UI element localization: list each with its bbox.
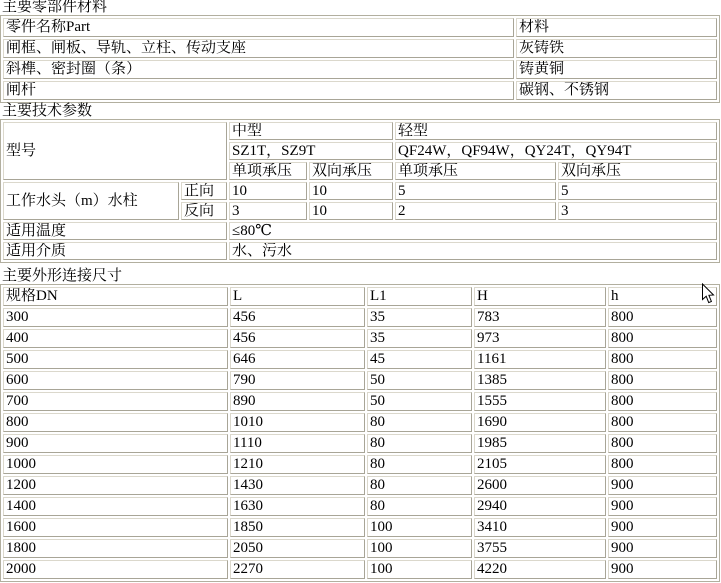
materials-table <box>0 15 720 103</box>
cell-medium-value: 水、污水 <box>229 242 717 260</box>
header-cell-material: 材料 <box>516 18 717 37</box>
cell-l1: 80 <box>367 455 472 474</box>
cell-dn: 2000 <box>3 560 228 579</box>
table-row <box>3 497 717 516</box>
cell-medium-models: SZ1T，SZ9T <box>229 142 393 160</box>
cell-light-type: 轻型 <box>395 122 717 140</box>
table-row <box>3 39 717 58</box>
cell-pressure-header: 双向承压 <box>558 162 717 180</box>
cell-pressure-header: 单项承压 <box>229 162 307 180</box>
cell-h: 783 <box>474 308 606 327</box>
cell-l: 2050 <box>230 539 365 558</box>
cell-h: 3410 <box>474 518 606 537</box>
table-row <box>3 350 717 369</box>
cell-pressure-header: 单项承压 <box>395 162 556 180</box>
cell-part: 斜榫、密封圈（条） <box>3 60 514 79</box>
cell-h: 1555 <box>474 392 606 411</box>
cell-value: 5 <box>395 182 556 200</box>
cell-value: 10 <box>309 182 393 200</box>
cell-dn: 1200 <box>3 476 228 495</box>
cell-pressure-header: 双向承压 <box>309 162 393 180</box>
cell-l1: 80 <box>367 434 472 453</box>
cell-h2: 800 <box>608 329 717 348</box>
cell-dn: 900 <box>3 434 228 453</box>
cell-h2: 900 <box>608 497 717 516</box>
cell-dn: 700 <box>3 392 228 411</box>
cell-h: 2105 <box>474 455 606 474</box>
cell-dn: 1600 <box>3 518 228 537</box>
table-row <box>3 455 717 474</box>
cell-l: 790 <box>230 371 365 390</box>
table-row <box>3 182 717 200</box>
cell-l1: 80 <box>367 476 472 495</box>
cell-h2: 800 <box>608 413 717 432</box>
cell-value: 5 <box>558 182 717 200</box>
cell-part: 闸杆 <box>3 81 514 100</box>
cell-material: 灰铸铁 <box>516 39 717 58</box>
cell-h: 2600 <box>474 476 606 495</box>
cell-l1: 100 <box>367 518 472 537</box>
cell-l1: 80 <box>367 497 472 516</box>
cell-h2: 800 <box>608 350 717 369</box>
cell-h: 1690 <box>474 413 606 432</box>
cell-dn: 600 <box>3 371 228 390</box>
header-cell-h-lower: h <box>608 287 717 306</box>
cell-part: 闸框、闸板、导轨、立柱、传动支座 <box>3 39 514 58</box>
table-row <box>3 560 717 579</box>
cell-l1: 80 <box>367 413 472 432</box>
table-row <box>3 413 717 432</box>
cell-l: 456 <box>230 329 365 348</box>
cell-l: 1850 <box>230 518 365 537</box>
dimensions-section-title: 主要外形连接尺寸 <box>2 268 123 284</box>
cell-h2: 900 <box>608 518 717 537</box>
cell-value: 2 <box>395 202 556 220</box>
cell-l: 1110 <box>230 434 365 453</box>
cell-l1: 100 <box>367 539 472 558</box>
tech-params-table <box>0 119 720 263</box>
cell-l: 646 <box>230 350 365 369</box>
table-row <box>3 329 717 348</box>
cell-dn: 1000 <box>3 455 228 474</box>
cell-dn: 800 <box>3 413 228 432</box>
cell-l1: 100 <box>367 560 472 579</box>
cell-h2: 800 <box>608 308 717 327</box>
cell-dn: 1400 <box>3 497 228 516</box>
header-cell-l1: L1 <box>367 287 472 306</box>
cell-dn: 300 <box>3 308 228 327</box>
table-row <box>3 539 717 558</box>
cell-h: 1985 <box>474 434 606 453</box>
table-row <box>3 518 717 537</box>
cell-material: 铸黄铜 <box>516 60 717 79</box>
header-cell-l: L <box>230 287 365 306</box>
cell-dn: 1800 <box>3 539 228 558</box>
table-row <box>3 392 717 411</box>
cell-head-label: 工作水头（m）水柱 <box>3 182 179 220</box>
cell-l: 1010 <box>230 413 365 432</box>
cell-l: 456 <box>230 308 365 327</box>
cell-direction: 反向 <box>181 202 227 220</box>
cell-l1: 50 <box>367 371 472 390</box>
cell-model-label: 型号 <box>3 122 227 180</box>
cell-l: 890 <box>230 392 365 411</box>
cell-h: 1385 <box>474 371 606 390</box>
cell-material: 碳钢、不锈钢 <box>516 81 717 100</box>
cell-l: 1430 <box>230 476 365 495</box>
header-cell-dn: 规格DN <box>3 287 228 306</box>
cell-h: 1161 <box>474 350 606 369</box>
table-row <box>3 222 717 240</box>
cell-h2: 900 <box>608 476 717 495</box>
cell-l: 1630 <box>230 497 365 516</box>
header-cell-part-name: 零件名称Part <box>3 18 514 37</box>
cell-value: 3 <box>229 202 307 220</box>
table-row <box>3 476 717 495</box>
cell-l: 2270 <box>230 560 365 579</box>
table-row <box>3 18 717 37</box>
header-cell-h-upper: H <box>474 287 606 306</box>
table-row <box>3 60 717 79</box>
cell-h2: 900 <box>608 560 717 579</box>
cell-light-models: QF24W，QF94W，QY24T，QY94T <box>395 142 717 160</box>
materials-section-title: 主要零部件材料 <box>2 0 108 15</box>
dimensions-table <box>0 284 720 582</box>
cell-h: 4220 <box>474 560 606 579</box>
table-row <box>3 308 717 327</box>
table-row <box>3 242 717 260</box>
cell-h: 3755 <box>474 539 606 558</box>
cell-l1: 50 <box>367 392 472 411</box>
table-row <box>3 122 717 140</box>
cell-l1: 35 <box>367 308 472 327</box>
cell-l1: 35 <box>367 329 472 348</box>
cell-value: 10 <box>229 182 307 200</box>
cell-h2: 900 <box>608 539 717 558</box>
cell-dn: 500 <box>3 350 228 369</box>
cell-dn: 400 <box>3 329 228 348</box>
cell-h2: 800 <box>608 392 717 411</box>
cell-l1: 45 <box>367 350 472 369</box>
cell-h: 973 <box>474 329 606 348</box>
cell-h2: 800 <box>608 434 717 453</box>
table-row <box>3 371 717 390</box>
table-row <box>3 81 717 100</box>
cell-direction: 正向 <box>181 182 227 200</box>
table-row <box>3 434 717 453</box>
cell-h2: 800 <box>608 455 717 474</box>
cell-h2: 800 <box>608 371 717 390</box>
cell-value: 3 <box>558 202 717 220</box>
cell-medium-label: 适用介质 <box>3 242 227 260</box>
cell-medium-type: 中型 <box>229 122 393 140</box>
tech-params-section-title: 主要技术参数 <box>2 103 93 119</box>
cell-l: 1210 <box>230 455 365 474</box>
table-row <box>3 287 717 306</box>
cell-temperature-label: 适用温度 <box>3 222 227 240</box>
cell-value: 10 <box>309 202 393 220</box>
cell-temperature-value: ≤80℃ <box>229 222 717 240</box>
cell-h: 2940 <box>474 497 606 516</box>
